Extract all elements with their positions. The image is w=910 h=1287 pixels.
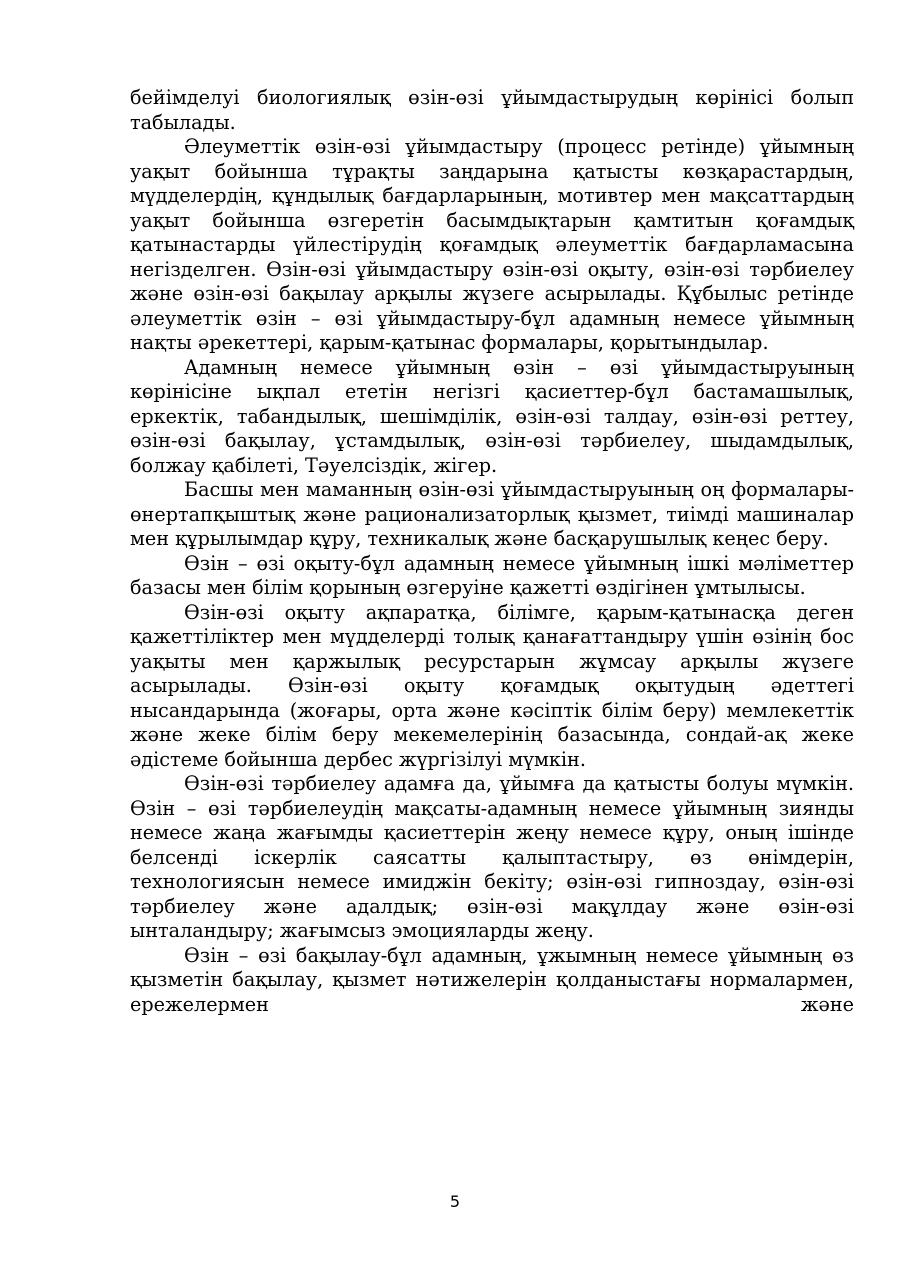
paragraph-self-learning-implementation: Өзін-өзі оқыту ақпаратқа, білімге, қарым-қатынасқа деген қажеттіліктер мен мүдделерді толық қанағаттандыру үшін өзінің бос уақыты мен қаржылық ресурстарын жұмсау арқылы жүзеге асырылады. Өзін-өзі оқыту қоғамдық оқытудың әдеттегі нысандарында (жоғары, орта және кәсіптік білім беру) мемлекеттік және жеке білім беру мекемелерінің базасында, сондай-ақ жеке әдістеме бойынша дербес жүргізілуі мүмкін. xyxy=(130,600,854,771)
paragraph-positive-forms: Басшы мен маманның өзін-өзі ұйымдастыруының оң формалары-өнертапқыштық және рационализаторлық қызмет, тиімді машиналар мен құрылымдар құру, техникалық және басқарушылық кеңес беру. xyxy=(130,478,854,550)
paragraph-continuation: бейімделуі биологиялық өзін-өзі ұйымдастырудың көрінісі болып табылады. xyxy=(130,86,854,134)
paragraph-social-self-organization: Әлеуметтік өзін-өзі ұйымдастыру (процесс ретінде) ұйымның уақыт бойынша тұрақты заңдарына қатысты көзқарастардың, мүдделердің, құндылық бағдарларының, мотивтер мен мақсаттардың уақыт бойынша өзгеретін басымдықтарын қамтитын қоғамдық қатынастарды үйлестірудің қоғамдық әлеуметтік бағдарламасына негізделген. Өзін-өзі ұйымдастыру өзін-өзі оқыту, өзін-өзі тәрбиелеу және өзін-өзі бақылау арқылы жүзеге асырылады. Құбылыс ретінде әлеуметтік өзін – өзі ұйымдастыру-бұл адамның немесе ұйымның нақты әрекеттері, қарым-қатынас формалары, қорытындылар. xyxy=(130,135,854,354)
page-number: 5 xyxy=(449,1192,461,1211)
paragraph-key-properties: Адамның немесе ұйымның өзін – өзі ұйымдастыруының көрінісіне ықпал ететін негізгі қасиеттер-бұл бастамашылық, еркектік, табандылық, шешімділік, өзін-өзі талдау, өзін-өзі реттеу, өзін-өзі бақылау, ұстамдылық, өзін-өзі тәрбиелеу, шыдамдылық, болжау қабілеті, Тәуелсіздік, жігер. xyxy=(130,355,854,477)
paragraph-self-education: Өзін-өзі тәрбиелеу адамға да, ұйымға да қатысты болуы мүмкін. Өзін – өзі тәрбиелеудің мақсаты-адамның немесе ұйымның зиянды немесе жаңа жағымды қасиеттерін жеңу немесе құру, оның ішінде белсенді іскерлік саясатты қалыптастыру, өз өнімдерін, технологиясын немесе имиджін бекіту; өзін-өзі гипноздау, өзін-өзі тәрбиелеу және адалдық; өзін-өзі мақұлдау және өзін-өзі ынталандыру; жағымсыз эмоцияларды жеңу. xyxy=(130,772,854,942)
body-text xyxy=(130,86,854,1017)
paragraph-self-learning-definition: Өзін – өзі оқыту-бұл адамның немесе ұйымның ішкі мәліметтер базасы мен білім қорының өзгеруіне қажетті өздігінен ұмтылысы. xyxy=(130,551,854,599)
paragraph-self-control: Өзін – өзі бақылау-бұл адамның, ұжымның немесе ұйымның өз қызметін бақылау, қызмет нәтижелерін қолданыстағы нормалармен, ережелермен және xyxy=(130,943,854,1016)
